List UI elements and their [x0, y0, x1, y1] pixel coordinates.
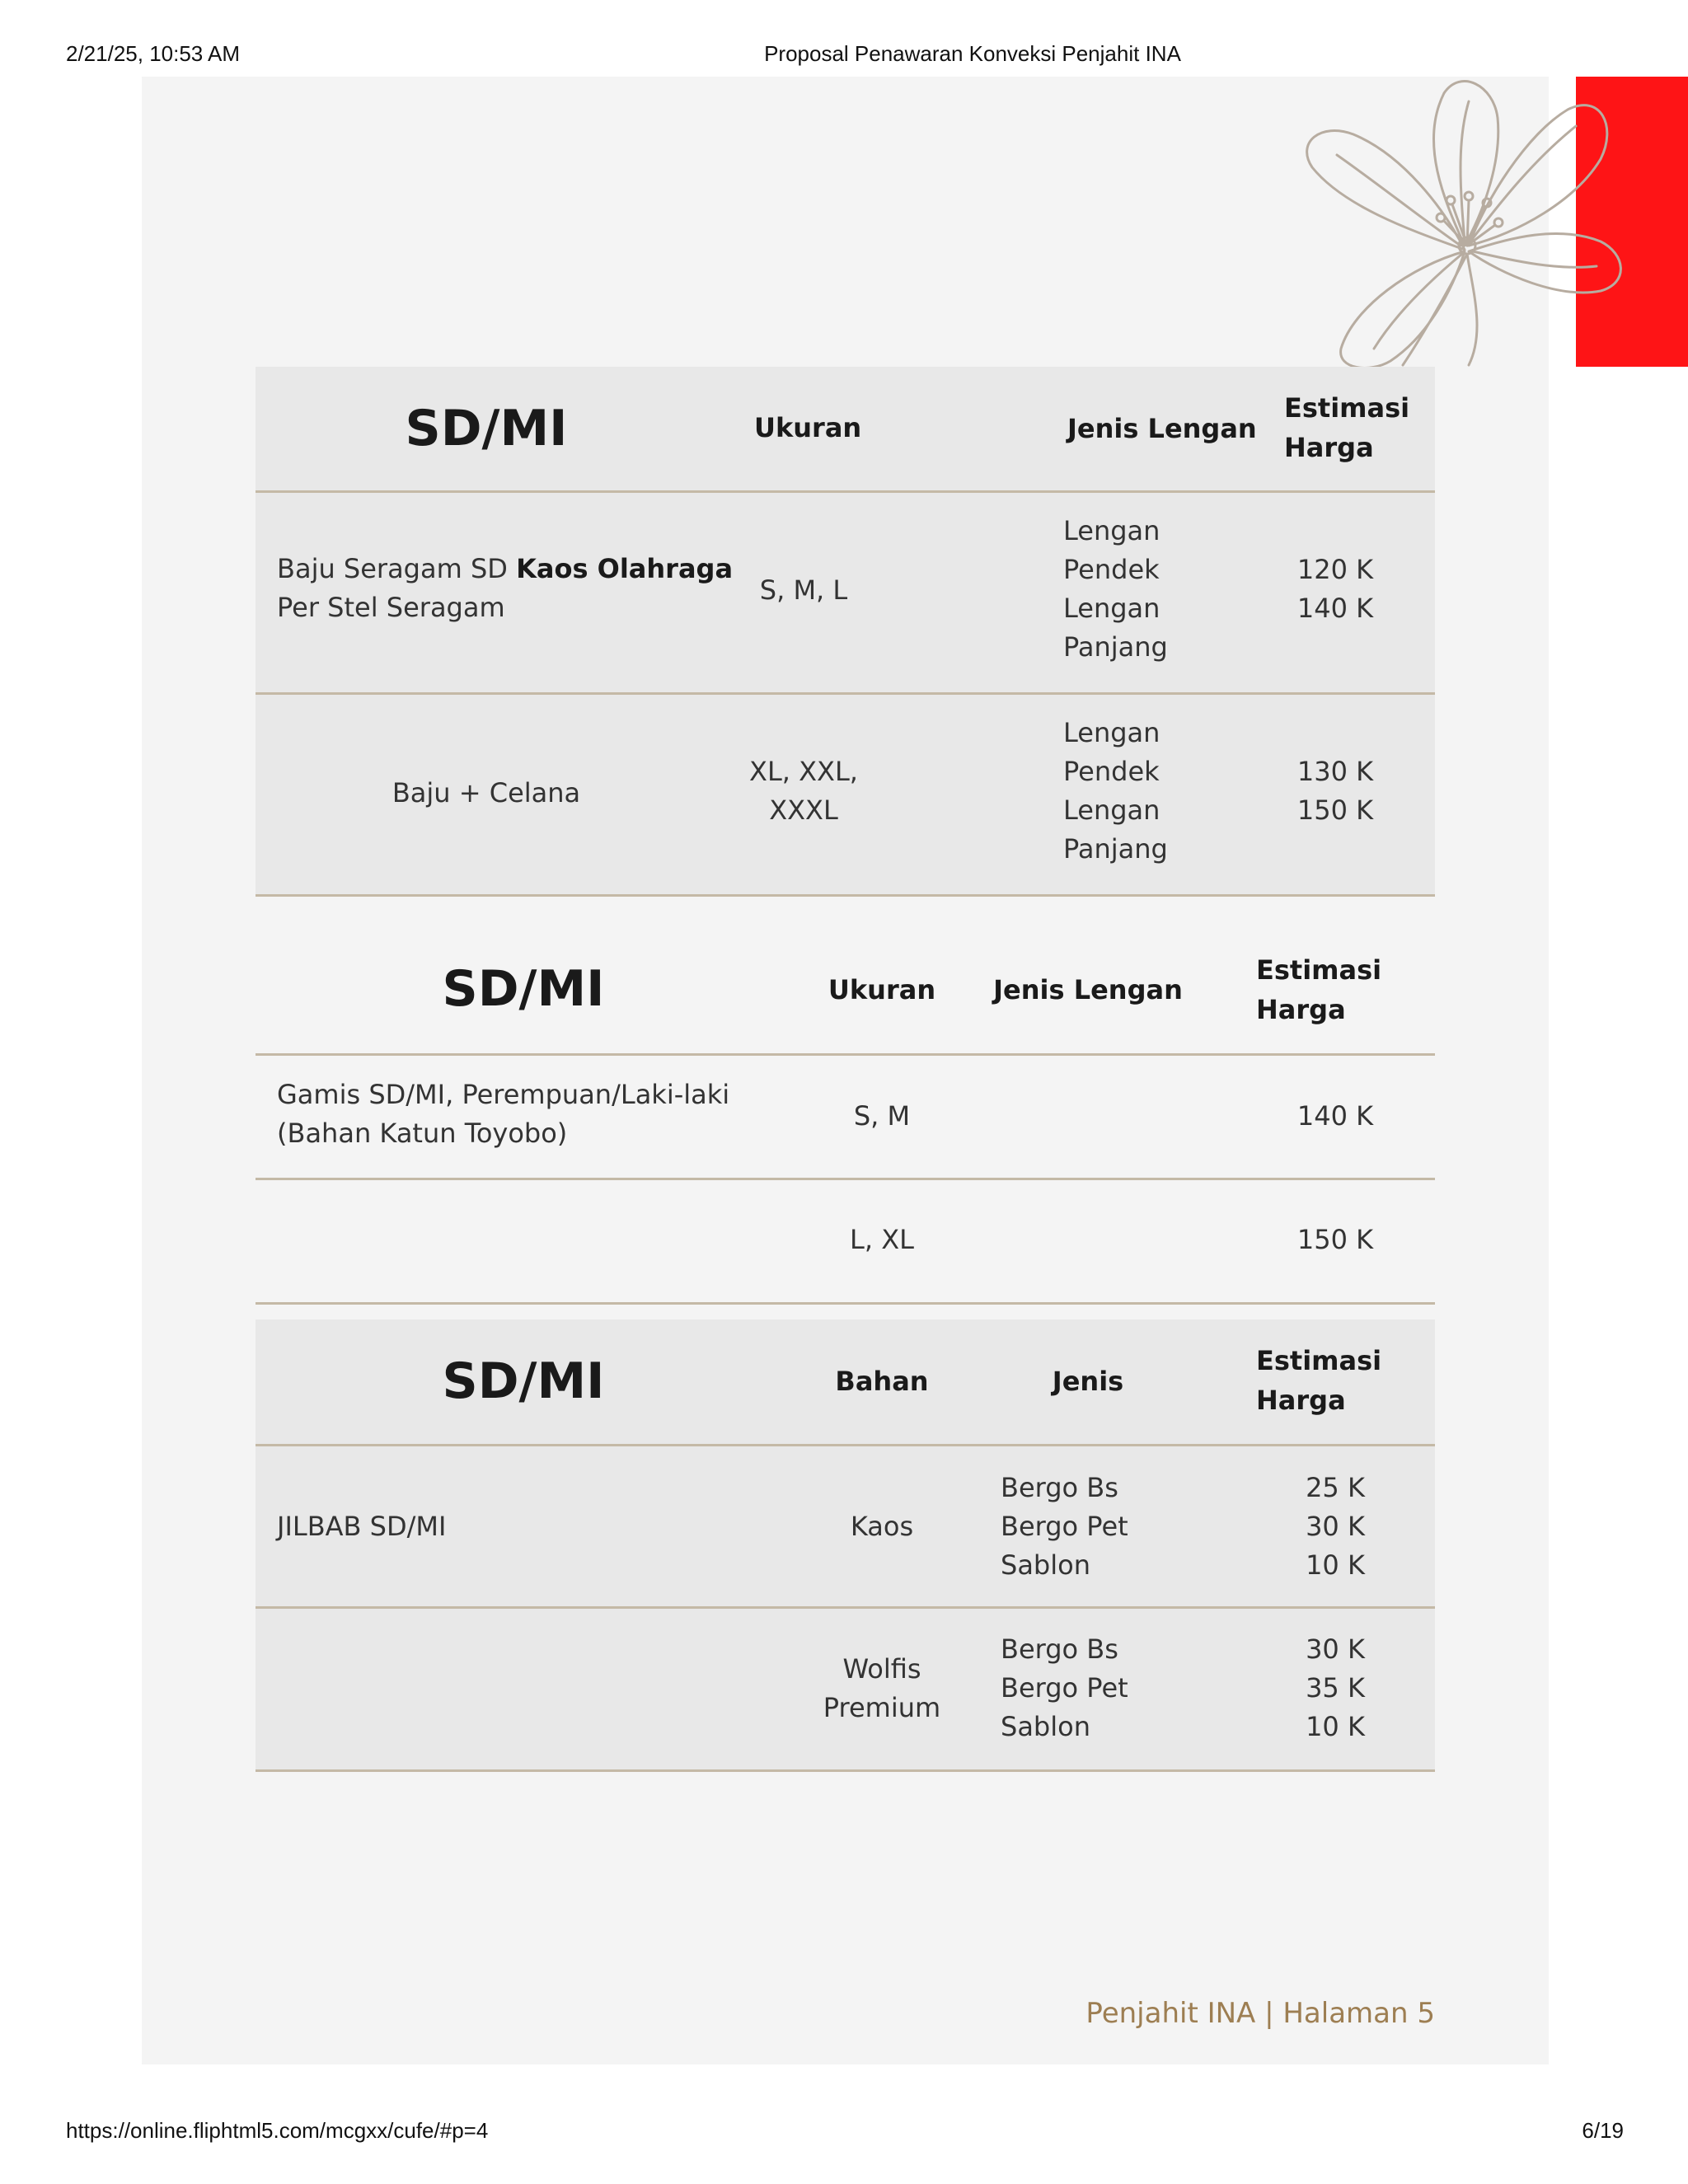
column-header-sleeve: Jenis Lengan: [993, 974, 1183, 1005]
divider: [256, 894, 1435, 897]
type-value: [1001, 1630, 1128, 1746]
column-header-price-line1: Estimasi: [1256, 1345, 1382, 1376]
type-line: Bergo Bs: [1001, 1633, 1118, 1665]
column-header-material: Bahan: [835, 1366, 929, 1397]
table-row: [256, 1180, 1435, 1302]
type-line: Sablon: [1001, 1711, 1090, 1742]
type-line: Sablon: [1001, 1549, 1090, 1581]
sleeve-line: Lengan: [1063, 717, 1160, 748]
size-value: L, XL: [850, 1224, 914, 1255]
column-header-size: Ukuran: [754, 412, 862, 443]
price-line: 140 K: [1296, 593, 1374, 624]
column-header-price-line1: Estimasi: [1284, 392, 1410, 424]
size-value: [717, 752, 890, 830]
item-name: [277, 550, 733, 627]
divider: [256, 1302, 1435, 1305]
table-row: [256, 1609, 1435, 1769]
table-row: [256, 695, 1435, 894]
price-line: 30 K: [1306, 1511, 1365, 1542]
item-name: Baju + Celana: [392, 777, 581, 808]
column-header-price-line2: Harga: [1256, 1385, 1346, 1416]
print-footer: [0, 2118, 1688, 2151]
document-page: [142, 77, 1549, 2064]
price-value: [1286, 1630, 1385, 1746]
material-value: [816, 1650, 948, 1727]
price-line: 25 K: [1306, 1472, 1365, 1503]
price-line: 30 K: [1306, 1633, 1365, 1665]
table-header-row: [256, 926, 1435, 1053]
material-line: Wolfis: [842, 1653, 921, 1685]
material-line: Premium: [823, 1692, 941, 1723]
type-line: Bergo Pet: [1001, 1672, 1128, 1704]
sleeve-line: Lengan: [1063, 593, 1160, 624]
column-header-price-line1: Estimasi: [1256, 954, 1382, 986]
column-header-price: [1284, 388, 1409, 467]
price-value: 150 K: [1296, 1224, 1374, 1255]
column-header-sleeve: Jenis Lengan: [1067, 413, 1257, 444]
price-line: 130 K: [1296, 756, 1374, 787]
sleeve-line: Panjang: [1063, 833, 1168, 865]
table-title: SD/MI: [442, 1352, 605, 1410]
price-line: 10 K: [1306, 1549, 1365, 1581]
sleeve-line: Lengan: [1063, 794, 1160, 826]
price-line: 35 K: [1306, 1672, 1365, 1704]
item-name-line1: Gamis SD/MI, Perempuan/Laki-laki: [277, 1079, 730, 1110]
price-line: 10 K: [1306, 1711, 1365, 1742]
print-url: https://online.fliphtml5.com/mcgxx/cufe/#p=4: [66, 2118, 489, 2143]
price-value: [1286, 1469, 1385, 1585]
column-header-price-line2: Harga: [1284, 432, 1374, 463]
divider: [256, 1769, 1435, 1772]
sleeve-line: Pendek: [1063, 756, 1160, 787]
column-header-price-line2: Harga: [1256, 994, 1346, 1025]
table-header-row: [256, 1319, 1435, 1444]
print-header: [0, 41, 1688, 74]
flower-line-art-icon: [1172, 77, 1634, 373]
table-title: SD/MI: [442, 960, 605, 1018]
price-value: 140 K: [1296, 1100, 1374, 1132]
column-header-price: [1256, 950, 1381, 1029]
sleeve-value: [1063, 714, 1168, 869]
print-title: Proposal Penawaran Konveksi Penjahit INA: [764, 41, 1181, 66]
size-line: XL, XXL,: [749, 756, 858, 787]
type-line: Bergo Bs: [1001, 1472, 1118, 1503]
type-line: Bergo Pet: [1001, 1511, 1128, 1542]
item-name-line2: (Bahan Katun Toyobo): [277, 1118, 568, 1149]
item-name: JILBAB SD/MI: [277, 1511, 447, 1542]
page-footer: Penjahit INA | Halaman 5: [1085, 1997, 1435, 2030]
item-name-line2: Per Stel Seragam: [277, 592, 505, 623]
table-row: [256, 1056, 1435, 1178]
price-line: 120 K: [1296, 554, 1374, 585]
sleeve-line: Pendek: [1063, 554, 1160, 585]
size-value: S, M, L: [759, 574, 848, 606]
size-value: S, M: [853, 1100, 911, 1132]
table-row: [256, 1446, 1435, 1606]
print-datetime: 2/21/25, 10:53 AM: [66, 41, 241, 66]
column-header-size: Ukuran: [828, 974, 936, 1005]
material-value: Kaos: [850, 1511, 914, 1542]
print-page-count: 6/19: [1582, 2118, 1624, 2143]
column-header-type: Jenis: [1052, 1366, 1124, 1397]
price-line: 150 K: [1296, 794, 1374, 826]
table-header-row: [256, 367, 1435, 490]
item-name-bold: Kaos Olahraga: [516, 553, 734, 584]
column-header-price: [1256, 1341, 1381, 1420]
type-value: [1001, 1469, 1128, 1585]
size-line: XXXL: [769, 794, 838, 826]
sleeve-line: Panjang: [1063, 631, 1168, 663]
sleeve-line: Lengan: [1063, 515, 1160, 546]
item-name: [277, 1076, 729, 1153]
table-title: SD/MI: [405, 400, 568, 457]
price-value: [1286, 752, 1385, 830]
item-name-text: Baju Seragam SD: [277, 553, 517, 584]
price-value: [1286, 551, 1385, 628]
sleeve-value: [1063, 512, 1168, 667]
table-row: [256, 493, 1435, 692]
